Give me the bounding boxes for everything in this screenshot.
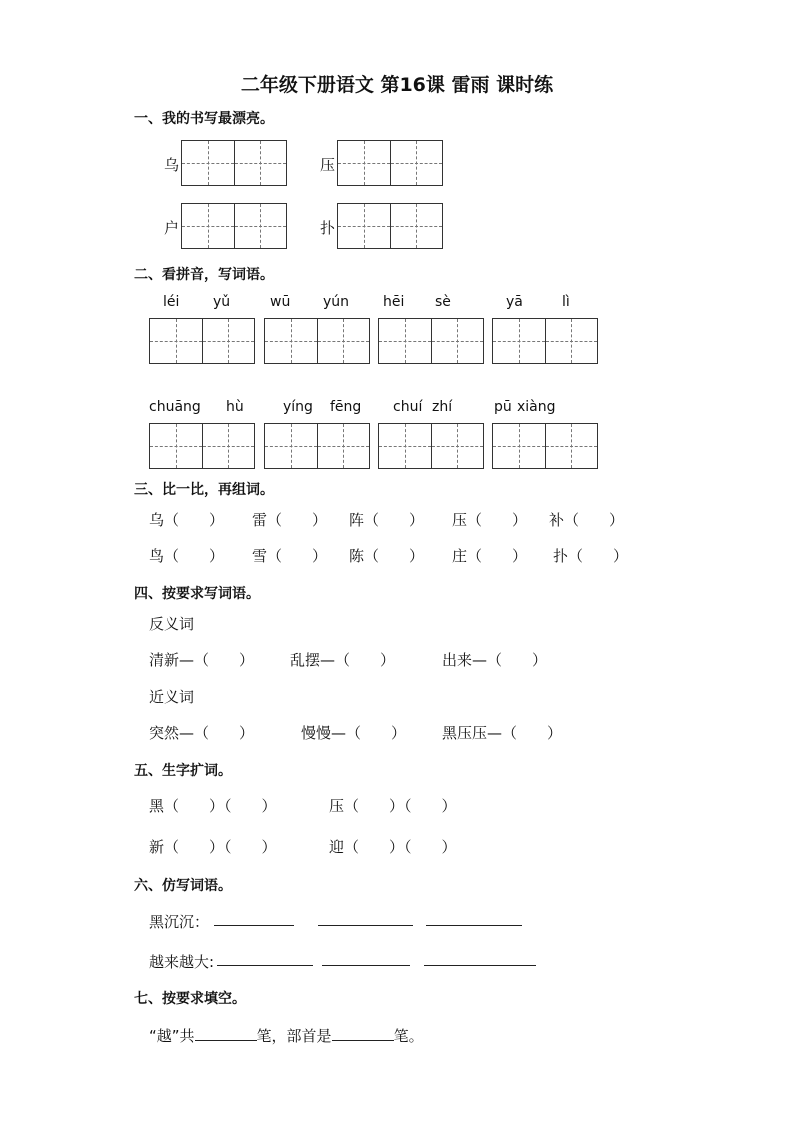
- word-item: 黑（ ）（ ）: [149, 797, 277, 815]
- section-4-heading: 四、按要求写词语。: [134, 586, 260, 602]
- word-item: 新（ ）（ ）: [149, 838, 277, 856]
- word-item: 庄（ ）: [452, 547, 528, 565]
- pinyin: wū: [270, 294, 291, 310]
- word-item: 雷（ ）: [252, 511, 328, 529]
- char-label: 扑: [320, 219, 336, 237]
- pinyin: lì: [562, 294, 570, 310]
- writing-grid[interactable]: [492, 423, 598, 469]
- writing-grid[interactable]: [264, 423, 370, 469]
- word-item: 扑（ ）: [553, 547, 629, 565]
- answer-blank[interactable]: [424, 951, 536, 970]
- writing-grid[interactable]: [378, 318, 484, 364]
- pinyin: sè: [435, 294, 451, 310]
- answer-blank[interactable]: [426, 911, 522, 930]
- writing-grid[interactable]: [181, 140, 287, 186]
- pinyin: pū: [494, 399, 512, 415]
- pinyin: chuí: [393, 399, 423, 415]
- pinyin: xiàng: [517, 399, 556, 415]
- pinyin: zhí: [432, 399, 453, 415]
- pinyin: léi: [163, 294, 180, 310]
- pinyin: hù: [226, 399, 244, 415]
- char-label: 压: [320, 156, 336, 174]
- word-item: 鸟（ ）: [149, 547, 225, 565]
- answer-blank[interactable]: [214, 911, 294, 930]
- imitation-label: 黑沉沉：: [149, 913, 210, 931]
- word-item: 出来—（ ）: [442, 651, 548, 669]
- writing-grid[interactable]: [337, 203, 443, 249]
- writing-grid[interactable]: [264, 318, 370, 364]
- writing-grid[interactable]: [149, 423, 255, 469]
- answer-blank[interactable]: [195, 1026, 257, 1041]
- fill-sentence: [149, 1025, 424, 1046]
- word-item: 黑压压—（ ）: [442, 724, 563, 742]
- pinyin: fēng: [330, 399, 362, 415]
- char-label: 乌: [164, 156, 180, 174]
- word-item: 压（ ）: [452, 511, 528, 529]
- answer-blank[interactable]: [332, 1026, 394, 1041]
- answer-blank[interactable]: [322, 951, 410, 970]
- pinyin: yā: [506, 294, 523, 310]
- fill-text: 笔。: [393, 1027, 424, 1045]
- section-2-heading: 二、看拼音，写词语。: [134, 267, 274, 283]
- word-item: 雪（ ）: [252, 547, 328, 565]
- char-label: 户: [164, 219, 180, 237]
- answer-blank[interactable]: [217, 951, 313, 970]
- word-item: 补（ ）: [549, 511, 625, 529]
- word-item: 压（ ）（ ）: [329, 797, 457, 815]
- pinyin: chuāng: [149, 399, 201, 415]
- antonym-label: 反义词: [149, 615, 195, 633]
- fill-text: 笔，部首是: [256, 1027, 332, 1045]
- writing-grid[interactable]: [337, 140, 443, 186]
- section-1-heading: 一、我的书写最漂亮。: [134, 111, 274, 127]
- synonym-label: 近义词: [149, 688, 195, 706]
- word-item: 清新—（ ）: [149, 651, 255, 669]
- word-item: 慢慢—（ ）: [301, 724, 407, 742]
- pinyin: yún: [323, 294, 350, 310]
- word-item: 乌（ ）: [149, 511, 225, 529]
- answer-blank[interactable]: [318, 911, 413, 930]
- imitation-label: 越来越大:: [149, 953, 215, 971]
- word-item: 迎（ ）（ ）: [329, 838, 457, 856]
- pinyin: hēi: [383, 294, 405, 310]
- page-title: 二年级下册语文 第16课 雷雨 课时练: [240, 74, 554, 96]
- writing-grid[interactable]: [378, 423, 484, 469]
- word-item: 阵（ ）: [349, 511, 425, 529]
- section-5-heading: 五、生字扩词。: [134, 763, 232, 779]
- fill-text: “越”共: [149, 1027, 195, 1045]
- writing-grid[interactable]: [492, 318, 598, 364]
- pinyin: yǔ: [213, 294, 231, 310]
- word-item: 突然—（ ）: [149, 724, 255, 742]
- section-3-heading: 三、比一比，再组词。: [134, 482, 274, 498]
- writing-grid[interactable]: [149, 318, 255, 364]
- word-item: 乱摆—（ ）: [290, 651, 396, 669]
- word-item: 陈（ ）: [349, 547, 425, 565]
- section-6-heading: 六、仿写词语。: [134, 878, 232, 894]
- section-7-heading: 七、按要求填空。: [134, 991, 246, 1007]
- writing-grid[interactable]: [181, 203, 287, 249]
- pinyin: yíng: [283, 399, 313, 415]
